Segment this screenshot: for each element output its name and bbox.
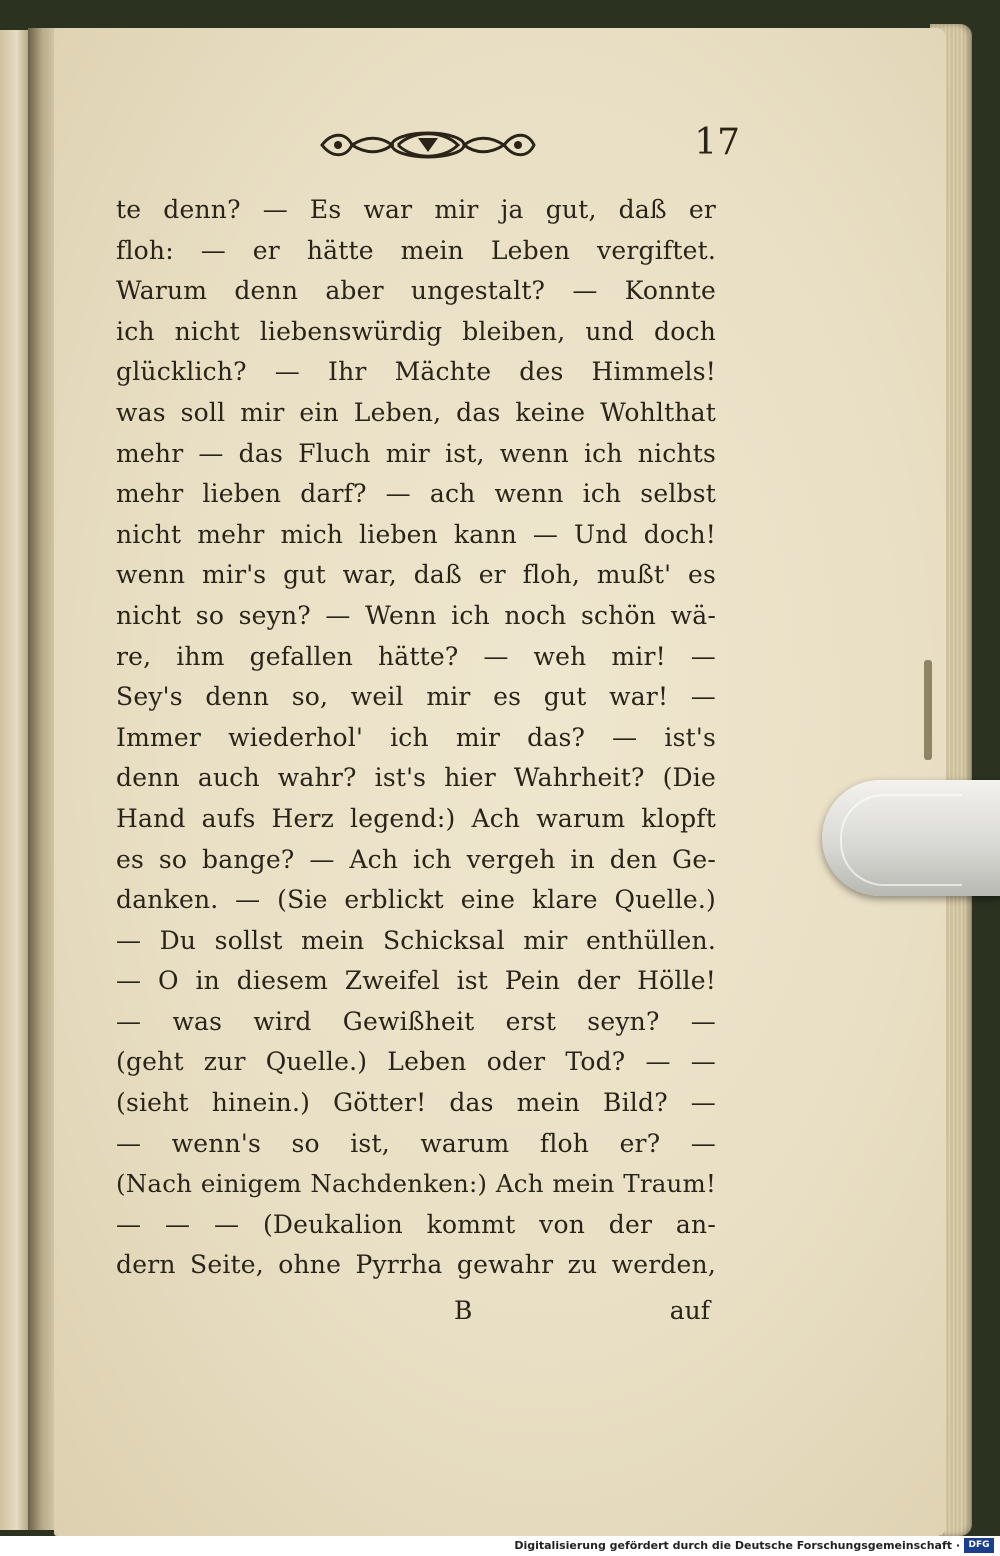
text-line: — wenn's so ist, warum floh er? — xyxy=(116,1128,716,1158)
text-line: te denn? — Es war mir ja gut, daß er xyxy=(116,195,716,224)
text-line: — — — (Deukalion kommt von der an- xyxy=(116,1209,716,1239)
text-line: mehr lieben darf? — ach wenn ich selbst xyxy=(116,479,716,509)
text-line: dern Seite, ohne Pyrrha gewahr zu werden, xyxy=(116,1250,716,1280)
text-line: Immer wiederhol' ich mir das? — ist's xyxy=(116,722,716,752)
text-line: was soll mir ein Leben, das keine Wohlthat xyxy=(116,397,716,427)
page-tab-marker xyxy=(924,660,932,760)
signature-mark: B xyxy=(454,1296,473,1325)
ornament-header-icon xyxy=(318,128,538,162)
text-line: mehr — das Fluch mir ist, wenn ich nichts xyxy=(116,438,716,468)
text-line: danken. — (Sie erblickt eine klare Quelle.) xyxy=(116,885,716,915)
text-line: re, ihm gefallen hätte? — weh mir! — xyxy=(116,641,716,671)
text-line: denn auch wahr? ist's hier Wahrheit? (Die xyxy=(116,763,716,793)
text-line: (sieht hinein.) Götter! das mein Bild? — xyxy=(116,1088,716,1118)
text-line: es so bange? — Ach ich vergeh in den Ge- xyxy=(116,844,716,874)
text-line: Sey's denn so, weil mir es gut war! — xyxy=(116,682,716,712)
text-line: wenn mir's gut war, daß er floh, mußt' es xyxy=(116,560,716,590)
text-line: floh: — er hätte mein Leben vergiftet. xyxy=(116,235,716,265)
text-line: Hand aufs Herz legend:) Ach warum klopft xyxy=(116,803,716,833)
text-line: ich nicht liebenswürdig bleiben, und doch xyxy=(116,316,716,346)
previous-page-edge xyxy=(0,30,30,1530)
credit-bar xyxy=(0,1536,1000,1556)
clip-highlight xyxy=(840,794,962,886)
text-line: (Nach einigem Nachdenken:) Ach mein Traum! xyxy=(116,1169,716,1199)
text-line: — Du sollst mein Schicksal mir enthüllen. xyxy=(116,925,716,955)
dfg-logo-icon: DFG xyxy=(964,1538,994,1553)
digitization-credit: Digitalisierung gefördert durch die Deutsche Forschungsgemeinschaft · xyxy=(514,1539,960,1552)
page-footer xyxy=(116,1296,716,1336)
page-body-text xyxy=(116,190,716,1286)
text-line: nicht mehr mich lieben kann — Und doch! xyxy=(116,519,716,549)
page-clip-holder xyxy=(822,780,1000,896)
text-line: — was wird Gewißheit erst seyn? — xyxy=(116,1006,716,1036)
text-line: (geht zur Quelle.) Leben oder Tod? — — xyxy=(116,1047,716,1077)
text-line: nicht so seyn? — Wenn ich noch schön wä- xyxy=(116,600,716,630)
catchword: auf xyxy=(669,1296,710,1325)
text-line: Warum denn aber ungestalt? — Konnte xyxy=(116,276,716,306)
text-line: glücklich? — Ihr Mächte des Himmels! xyxy=(116,357,716,387)
text-line: — O in diesem Zweifel ist Pein der Hölle! xyxy=(116,966,716,996)
page-number: 17 xyxy=(694,122,740,163)
